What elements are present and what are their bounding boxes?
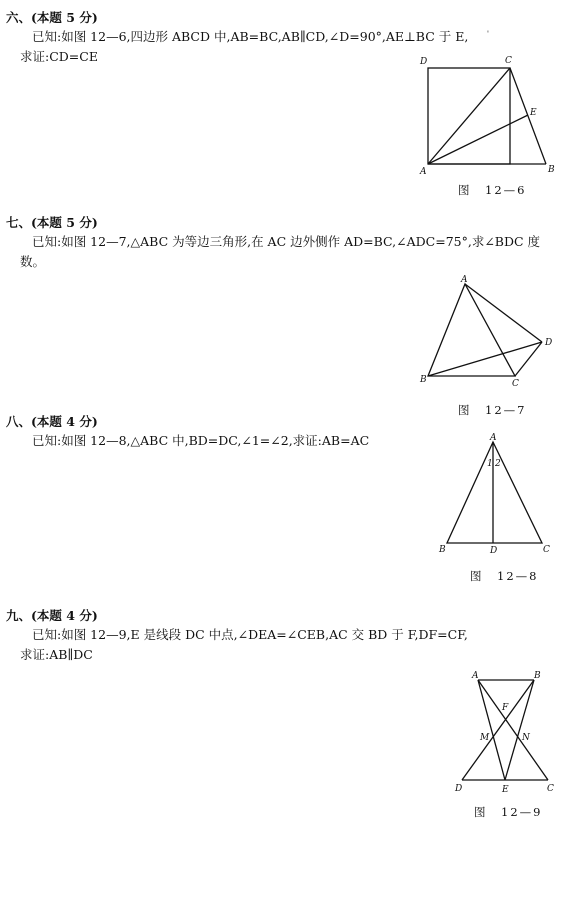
problem-7-line-1: 已知:如图 12—7,△ABC 为等边三角形,在 AC 边外侧作 AD=BC,∠ADC=75°,求∠BDC 度 [32, 234, 541, 250]
fig9-label-b: B [534, 671, 541, 681]
fig8-label-angle-2: 2 [495, 459, 501, 469]
fig6-label-a: A [420, 167, 427, 177]
segment-ae [428, 115, 528, 164]
fig8-label-a: A [490, 433, 497, 443]
fig6-label-d: D [420, 57, 428, 67]
figure-12-9 [450, 668, 560, 798]
figure-12-8-caption: 图 12—8 [470, 569, 539, 583]
figure-12-6-caption: 图 12—6 [458, 183, 527, 197]
problem-6 [6, 8, 468, 66]
problem-8-heading: 八、(本题 4 分) [6, 414, 98, 429]
problem-9-line-2: 求证:AB∥DC [20, 646, 93, 662]
problem-6-heading: 六、(本题 5 分) [6, 10, 98, 25]
segment-dc [515, 342, 542, 376]
figure-12-8-diagram [430, 428, 560, 563]
fig9-label-d: D [455, 784, 463, 794]
fig7-label-c: C [512, 379, 519, 389]
figure-12-6 [410, 50, 560, 180]
fig8-label-angle-1: 1 [487, 459, 493, 469]
segment-bd [428, 342, 542, 376]
problem-6-line-2: 求证:CD=CE [20, 48, 98, 64]
fig8-label-d: D [490, 546, 498, 556]
figure-12-6-diagram [410, 50, 560, 180]
stray-mark: ' [487, 30, 489, 38]
figure-12-9-caption: 图 12—9 [474, 805, 543, 819]
segment-ac [478, 680, 548, 780]
problem-8-line-1: 已知:如图 12—8,△ABC 中,BD=DC,∠1=∠2,求证:AB=AC [32, 433, 370, 449]
fig6-label-e: E [530, 108, 537, 118]
figure-12-7 [410, 272, 560, 392]
figure-12-8 [430, 428, 560, 563]
segment-ae [478, 680, 505, 780]
figure-12-7-diagram [410, 272, 560, 392]
triangle-abc [428, 284, 515, 376]
problem-7-line-2: 数。 [20, 253, 46, 269]
fig9-label-a: A [472, 671, 479, 681]
fig6-label-c: C [505, 56, 512, 66]
fig8-label-c: C [543, 545, 550, 555]
fig9-label-e: E [502, 785, 509, 795]
fig9-label-m: M [480, 733, 490, 743]
problem-6-line-1: 已知:如图 12—6,四边形 ABCD 中,AB=BC,AB∥CD,∠D=90°,AE⊥BC 于 E, [32, 29, 469, 45]
problem-8 [6, 412, 369, 451]
fig7-label-a: A [461, 275, 468, 285]
problem-7-heading: 七、(本题 5 分) [6, 215, 98, 230]
fig6-label-b: B [548, 165, 555, 175]
figure-12-9-diagram [450, 668, 560, 798]
figure-12-7-caption: 图 12—7 [458, 403, 527, 417]
segment-bd [462, 680, 534, 780]
fig9-label-n: N [522, 733, 530, 743]
segment-ac [428, 68, 510, 164]
problem-9 [6, 606, 468, 664]
fig7-label-d: D [545, 338, 553, 348]
fig7-label-b: B [420, 375, 427, 385]
segment-cb [510, 68, 546, 164]
segment-ad [465, 284, 542, 342]
segment-be [505, 680, 534, 780]
problem-9-heading: 九、(本题 4 分) [6, 608, 98, 623]
fig8-label-b: B [439, 545, 446, 555]
fig9-label-c: C [547, 784, 554, 794]
problem-7 [6, 213, 540, 271]
triangle-abc [447, 442, 542, 543]
fig9-label-f: F [502, 703, 509, 713]
problem-9-line-1: 已知:如图 12—9,E 是线段 DC 中点,∠DEA=∠CEB,AC 交 BD 于 F,DF=CF, [32, 627, 468, 643]
